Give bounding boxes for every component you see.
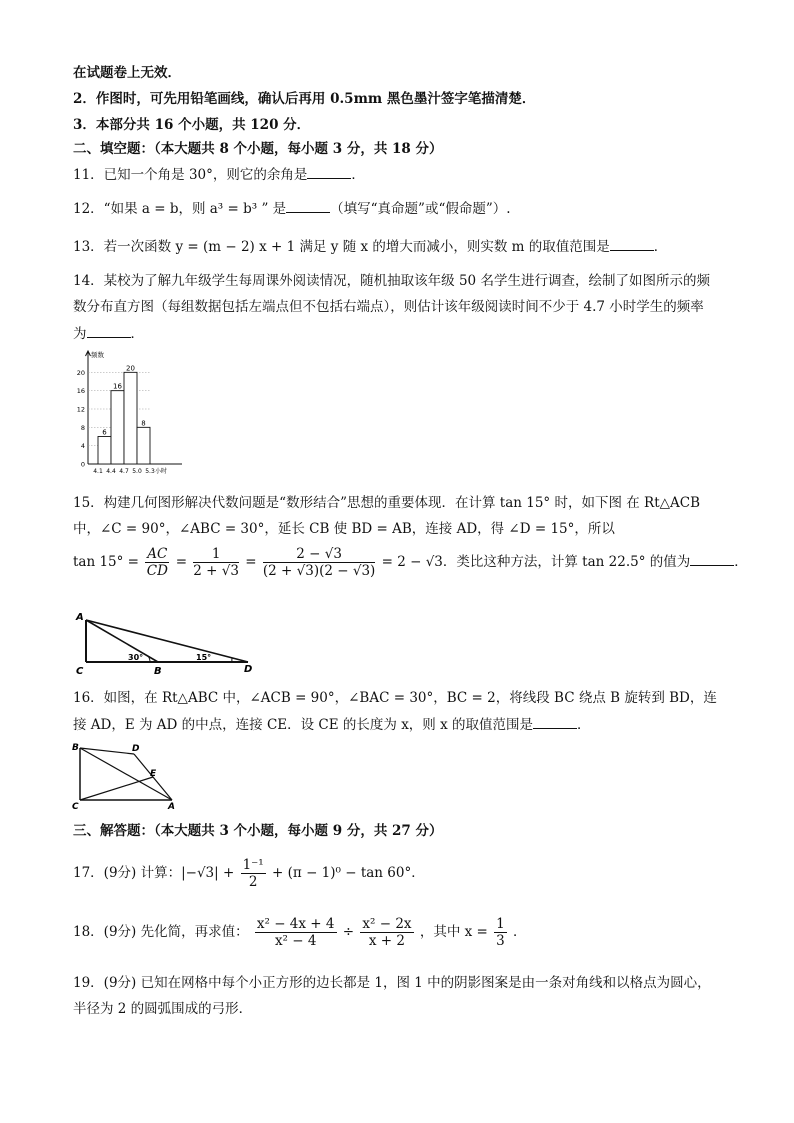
fraction-ac-cd: $\frac{AC}{CD}$ (146, 546, 168, 579)
histogram-bar (111, 391, 124, 464)
answer-blank (690, 552, 734, 566)
note-line-2: 2．作图时，可先用铅笔画线，确认后再用 0.5mm 黑色墨汁签字笔描清楚． (73, 91, 536, 107)
point-label-d: D (132, 744, 140, 754)
fraction-expr-1: $\frac{\text{x² − 4x + 4}}{\text{x² − 4}}$ (256, 916, 335, 949)
fraction-one-half: $\frac{\text{1⁻¹}}{2}$ (242, 857, 264, 890)
point-label-c: C (76, 666, 84, 676)
angle-15-label: 15° (196, 653, 212, 662)
section-2-title: 二、填空题：（本大题共 8 个小题，每小题 3 分，共 18 分） (73, 141, 443, 157)
question-12: 12．“如果 a = b，则 a³ = b³ ” 是 （填写“真命题”或“假命题”）. (73, 201, 511, 217)
question-16-line-1: 16．如图，在 Rt△ABC 中，∠ACB = 90°，∠BAC = 30°，BC = 2，将线段 BC 绕点 B 旋转到 BD，连 (73, 690, 717, 706)
question-19-line-2: 半径为 2 的圆弧围成的弓形． (73, 1001, 253, 1017)
bar-value-label: 8 (141, 419, 146, 428)
bar-value-label: 16 (113, 382, 122, 391)
y-tick-label: 16 (76, 387, 85, 396)
note-line-1: 在试题卷上无效． (73, 65, 181, 81)
question-19-line-1: 19．(9分) 已知在网格中每个小正方形的边长都是 1，图 1 中的阴影图案是由一条对角线和以格点为圆心， (73, 975, 711, 991)
x-axis-label: 小时 (155, 468, 168, 475)
question-14-line-3: 为 ． (73, 326, 144, 342)
fraction-rationalized: $\frac{2 - √3}{(2 + √3)(2 - √3)}$ (262, 546, 376, 579)
bar-value-label: 20 (126, 364, 135, 373)
y-tick-label: 4 (80, 442, 85, 451)
figure-15-triangle (72, 610, 262, 676)
question-18: 18．(9分) 先化简，再求值： $\frac{\text{x² − 4x + 4}}{\text{x² − 4}}$ ÷ $\frac{\text{x² − 2x}}{x + 2}$ ，其中 x = $\frac{1}{3}$ ． (73, 916, 527, 949)
x-tick-label: 5.0 (132, 468, 142, 475)
y-tick-label: 8 (80, 423, 85, 432)
bar-value-label: 6 (102, 428, 107, 437)
fraction-1-2plusroot3: $\frac{1}{2 + √3}$ (193, 546, 239, 579)
answer-blank (610, 237, 654, 251)
question-15-line-2: 中，∠C = 90°，∠ABC = 30°，延长 CB 使 BD = AB，连接 AD，得 ∠D = 15°，所以 (73, 521, 615, 537)
frequency-histogram (70, 346, 190, 478)
answer-blank (307, 165, 351, 179)
y-tick-label: 12 (76, 405, 85, 414)
x-tick-label: 4.1 (93, 468, 103, 475)
y-tick-label: 20 (76, 368, 85, 377)
x-tick-label: 4.7 (119, 468, 129, 475)
y-tick-label: 0 (80, 460, 85, 469)
question-16-line-2: 接 AD，E 为 AD 的中点，连接 CE．设 CE 的长度为 x，则 x 的取值范围是 ． (73, 717, 591, 733)
figure-16-rotation (70, 740, 186, 810)
answer-blank (286, 199, 330, 213)
question-15-equation: tan 15° = $\frac{AC}{CD}$ = $\frac{1}{2 + √3}$ = $\frac{2 - √3}{(2 + √3)(2 - √3)}$ = 2 − √3．类比这种方法，计算 tan 22.5° 的值为 ． (73, 546, 748, 579)
point-label-c: C (72, 802, 79, 810)
question-15-line-1: 15．构建几何图形解决代数问题是“数形结合”思想的重要体现．在计算 tan 15° 时，如下图 在 Rt△ACB (73, 495, 701, 511)
question-11: 11．已知一个角是 30°，则它的余角是 ． (73, 167, 365, 183)
point-label-b: B (154, 666, 162, 676)
histogram-bar (137, 427, 150, 464)
histogram-bar (98, 437, 111, 465)
question-13: 13．若一次函数 y = (m − 2) x + 1 满足 y 随 x 的增大而减小，则实数 m 的取值范围是 ． (73, 239, 668, 255)
note-line-3: 3．本部分共 16 个小题，共 120 分． (73, 117, 311, 133)
question-17: 17．(9分) 计算：|−√3| + $\frac{\text{1⁻¹}}{2}$ + (π − 1)⁰ − tan 60°． (73, 857, 425, 890)
answer-blank (533, 715, 577, 729)
point-label-a: A (76, 612, 84, 623)
point-label-a: A (168, 802, 175, 810)
point-label-e: E (150, 769, 157, 779)
y-axis-label: 频数 (91, 351, 104, 359)
fraction-one-third: $\frac{1}{3}$ (496, 916, 505, 949)
point-label-d: D (244, 664, 253, 675)
section-3-title: 三、解答题：（本大题共 3 个小题，每小题 9 分，共 27 分） (73, 823, 443, 839)
point-label-b: B (72, 743, 79, 753)
fraction-expr-2: $\frac{\text{x² − 2x}}{x + 2}$ (362, 916, 412, 949)
histogram-bar (124, 372, 137, 464)
angle-30-label: 30° (128, 653, 144, 662)
x-tick-label: 5.3 (145, 468, 155, 475)
question-14-line-1: 14．某校为了解九年级学生每周课外阅读情况，随机抽取该年级 50 名学生进行调查，绘制了如图所示的频 (73, 273, 710, 289)
x-tick-label: 4.4 (106, 468, 116, 475)
question-14-line-2: 数分布直方图（每组数据包括左端点但不包括右端点），则估计该年级阅读时间不少于 4.7 小时学生的频率 (73, 299, 704, 315)
answer-blank (87, 324, 131, 338)
